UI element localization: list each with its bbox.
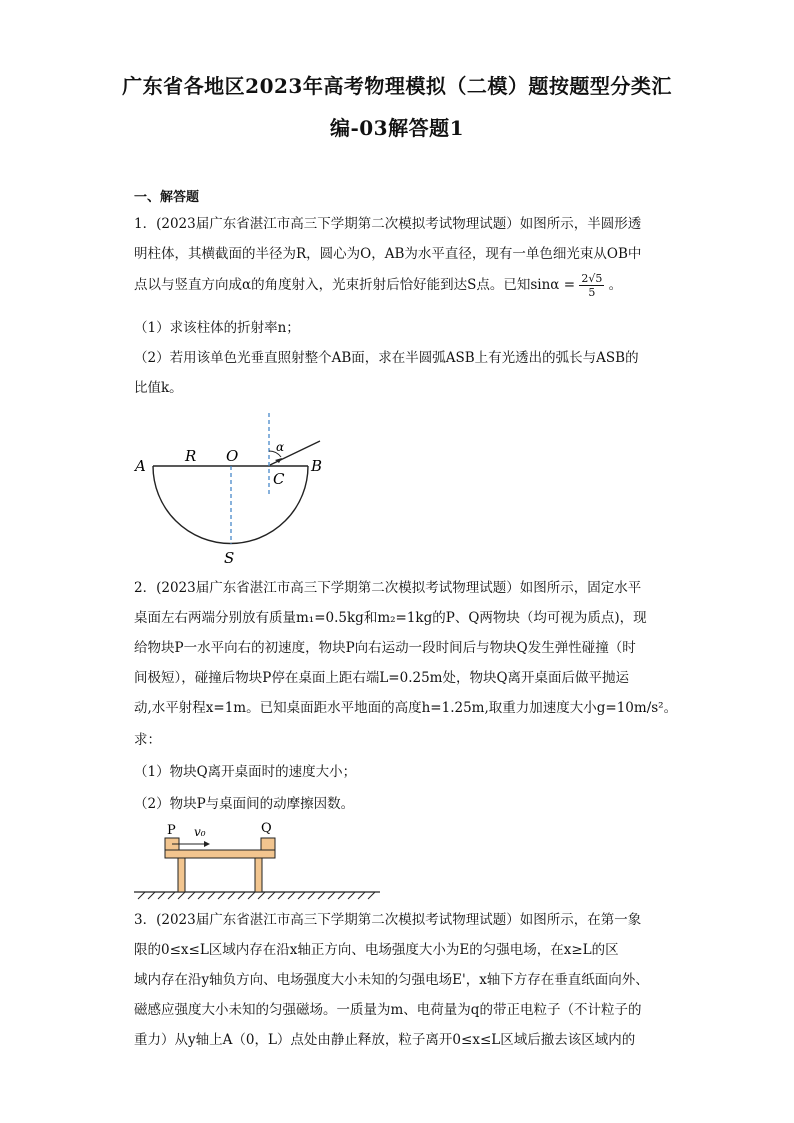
ground-hatching: [138, 892, 375, 899]
q2-line-3: 给物块P一水平向右的初速度，物块P向右运动一段时间后与物块Q发生弹性碰撞（时: [134, 640, 636, 656]
q1-sub-2-line-1: （2）若用该单色光垂直照射整个AB面，求在半圆弧ASB上有光透出的弧长与ASB的: [134, 350, 639, 366]
q3-line-4: 磁感应强度大小未知的匀强磁场。一质量为m、电荷量为q的带正电粒子（不计粒子的: [134, 1002, 642, 1018]
q3-line-2: 限的0≤x≤L区域内存在沿x轴正方向、电场强度大小为E的匀强电场，在x≥L的区: [134, 942, 619, 958]
q1-line-3: [134, 272, 622, 299]
table-leg-right: [255, 858, 262, 892]
table-leg-left: [178, 858, 185, 892]
q2-sub-2: （2）物块P与桌面间的动摩擦因数。: [134, 796, 355, 812]
q3-line-5: 重力）从y轴上A（0，L）点处由静止释放，粒子离开0≤x≤L区域后撤去该区域内的: [134, 1032, 636, 1048]
q3-line-3: 域内存在沿y轴负方向、电场强度大小未知的匀强电场E'，x轴下方存在垂直纸面向外、: [134, 972, 649, 988]
fraction-denominator: 5: [588, 286, 596, 299]
page-title-line-2: 编-03解答题1: [329, 116, 465, 140]
label-v0: v₀: [194, 825, 206, 839]
q1-sub-2-line-2: 比值k。: [134, 380, 183, 396]
label-o: O: [226, 447, 239, 465]
fraction-numerator: 2√5: [581, 272, 603, 285]
q1-line-3-text: 点以与竖直方向成α的角度射入，光束折射后恰好能到达S点。已知sinα =: [134, 277, 576, 293]
q2-line-4: 间极短），碰撞后物块P停在桌面上距右端L=0.25m处，物块Q离开桌面后做平抛运: [134, 670, 630, 686]
label-p: P: [167, 823, 176, 838]
q1-line-3-end: 。: [608, 277, 623, 293]
semicircle-figure: [130, 405, 330, 570]
label-s: S: [224, 549, 235, 567]
label-a: A: [135, 457, 146, 475]
q1-sub-1: （1）求该柱体的折射率n；: [134, 320, 300, 336]
q2-line-2: 桌面左右两端分别放有质量m₁=0.5kg和m₂=1kg的P、Q两物块（均可视为质点)，现: [134, 610, 647, 626]
label-c: C: [273, 470, 285, 488]
label-q: Q: [261, 821, 272, 836]
q1-line-2: 明柱体，其横截面的半径为R，圆心为O，AB为水平直径，现有一单色细光束从OB中: [134, 246, 642, 262]
section-heading: 一、解答题: [134, 190, 200, 205]
block-q: [261, 838, 275, 850]
q2-line-5: 动,水平射程x=1m。已知桌面距水平地面的高度h=1.25m,取重力加速度大小g=10m/s²。: [134, 700, 678, 716]
page-title-line-1: 广东省各地区2023年高考物理模拟（二模）题按题型分类汇: [122, 74, 672, 98]
q2-line-1: 2．(2023届广东省湛江市高三下学期第二次模拟考试物理试题）如图所示，固定水平: [134, 580, 642, 596]
q2-line-6: 求：: [134, 732, 161, 748]
sin-alpha-fraction: [579, 272, 604, 299]
q3-line-1: 3．(2023届广东省湛江市高三下学期第二次模拟考试物理试题）如图所示，在第一象: [134, 912, 642, 928]
table-top: [165, 850, 275, 858]
q1-line-1: 1．(2023届广东省湛江市高三下学期第二次模拟考试物理试题）如图所示，半圆形透: [134, 216, 642, 232]
table-figure: [132, 818, 382, 900]
label-alpha: α: [276, 440, 285, 454]
label-r: R: [185, 447, 197, 465]
label-b: B: [311, 457, 323, 475]
velocity-arrowhead: [204, 841, 210, 847]
q2-sub-1: （1）物块Q离开桌面时的速度大小；: [134, 764, 357, 780]
